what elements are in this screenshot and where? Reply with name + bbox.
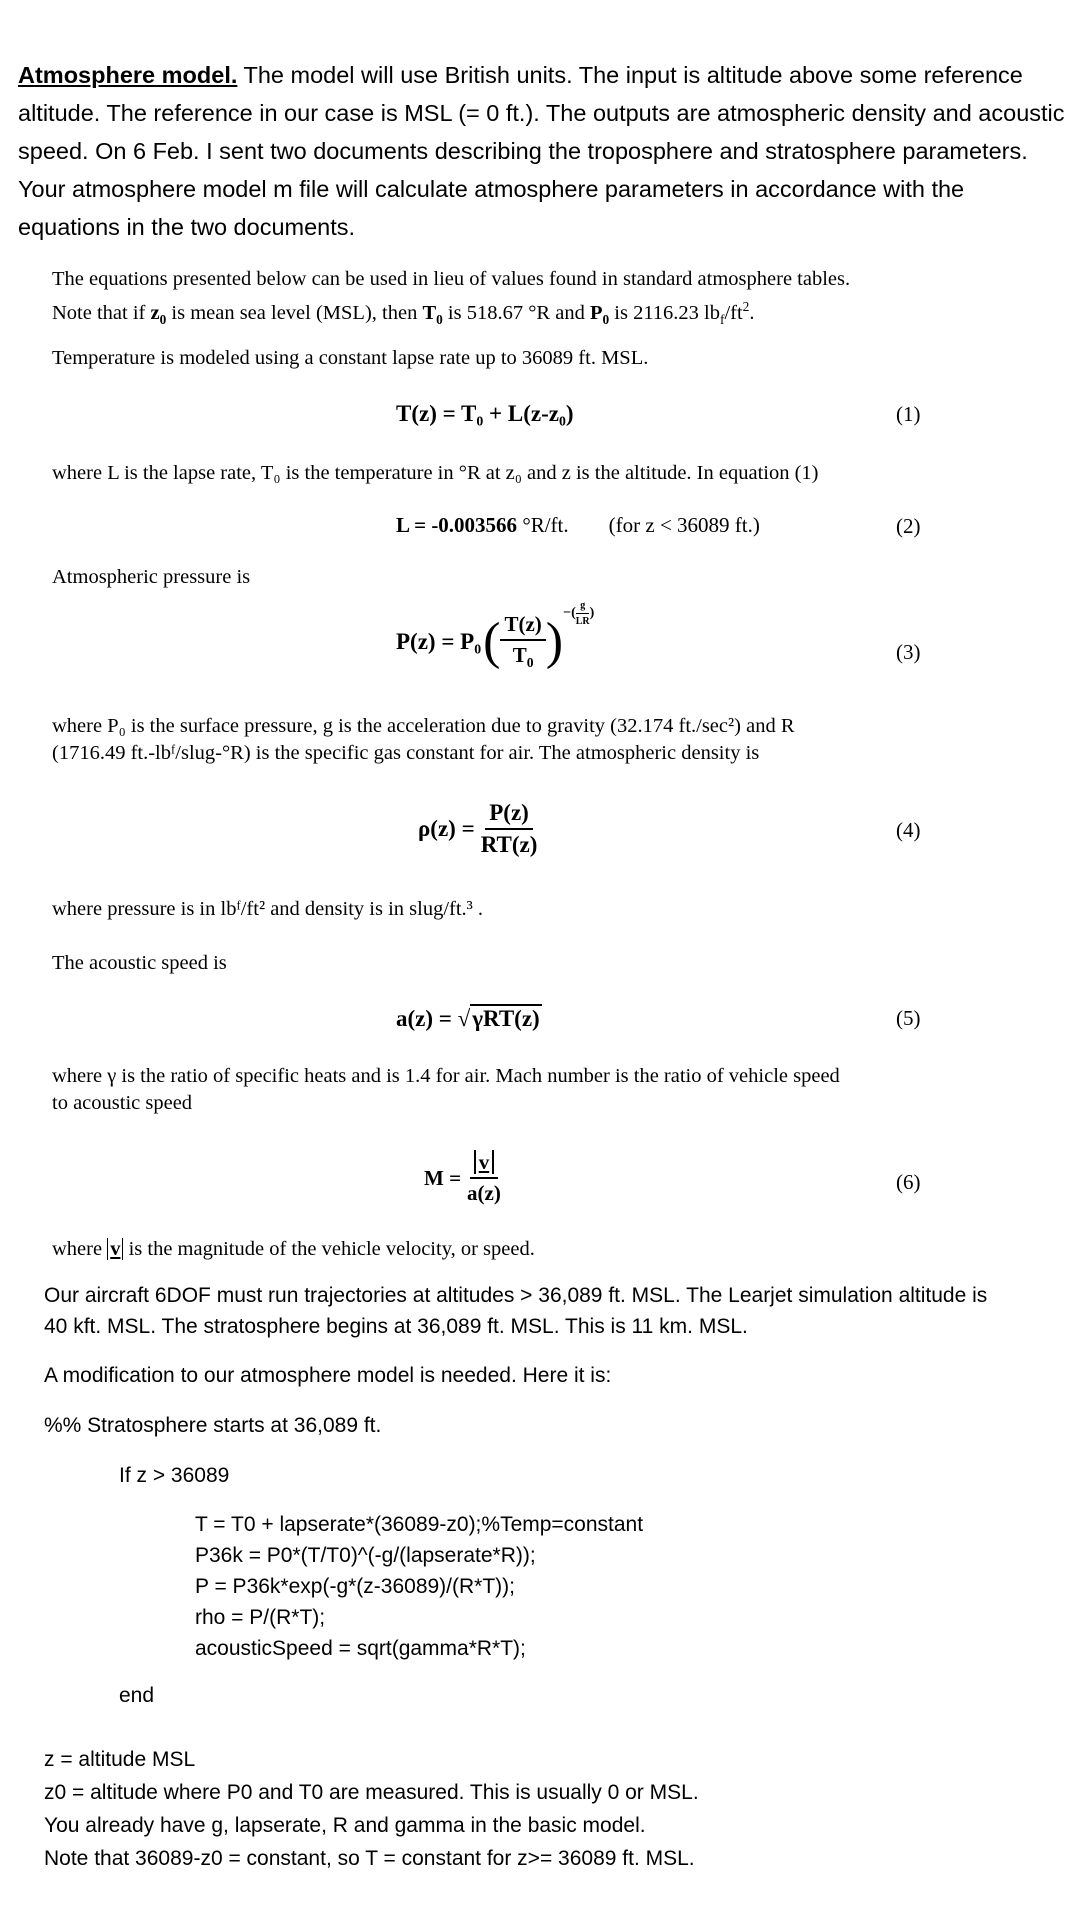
equation-3: P(z) = P₀ ( $\frac{T(z)}{T_0}$ ) −( $\frac{g}{LR}$ ) [396,600,595,671]
code-end-line: end [119,1684,155,1707]
doc-lapse-rate-text: where L is the lapse rate, T₀ is the temperature in °R at z₀ and z is the altitude. In equation (1) [52,462,819,484]
equation-5-number: (5) [896,1006,921,1030]
doc-pressure-description: where P₀ is the surface pressure, g is the acceleration due to gravity (32.174 ft./sec²) and R (1716.49 ft.-lbᶠ/slug-°R) is the specific gas constant for air. The atmospheric density is [52,715,795,764]
equation-1: T(z) = T₀ + L(z-z₀) [396,401,574,426]
intro-heading: Atmosphere model. [18,62,238,88]
doc-note-paragraph [52,266,1032,333]
doc-velocity-text: where v is the magnitude of the vehicle velocity, or speed. [52,1238,535,1260]
code-block: T = T0 + lapserate*(36089-z0);%Temp=constant P36k = P0*(T/T0)^(-g/(lapserate*R)); P = P36k*exp(-g*(z-36089)/(R*T)); rho = P/(R*T); acousticSpeed = sqrt(gamma*R*T); [195,1513,644,1660]
definitions-block [44,1743,699,1875]
doc-note-line-2: Note that if $z_0$ is mean sea level (MSL), then $T_0$ is 518.67 °R and $P_0$ is 2116.23 $lb_f/ft^2$. [52,299,755,327]
intro-paragraph [18,56,1068,246]
equation-4: ρ(z) = $\frac{P(z)}{RT(z)}$ [418,800,538,857]
doc-pressure-intro: Atmospheric pressure is [52,566,251,588]
definition-z: z = altitude MSL [44,1748,196,1771]
code-if-line: If z > 36089 [119,1464,230,1487]
doc-units-text: where pressure is in lbᶠ/ft² and density is in slug/ft.³ . [52,898,484,920]
equation-5: a(z) = √γRT(z) [396,1006,540,1031]
equation-6: M = $\frac{v}{a(z)}$ [424,1150,501,1205]
definition-z0: z0 = altitude where P0 and T0 are measured. This is usually 0 or MSL. [44,1781,699,1804]
stratosphere-note: Our aircraft 6DOF must run trajectories at altitudes > 36,089 ft. MSL. The Learjet simulation altitude is 40 kft. MSL. The stratosphere begins at 36,089 ft. MSL. This is 11 km. MSL. [44,1284,988,1338]
equation-3-number: (3) [896,640,921,664]
code-comment: %% Stratosphere starts at 36,089 ft. [44,1414,382,1437]
equation-2-number: (2) [896,514,921,538]
equation-2: L = -0.003566 °R/ft. (for z < 36089 ft.) [396,513,760,537]
doc-acoustic-intro: The acoustic speed is [52,952,227,974]
equation-1-number: (1) [896,402,921,426]
doc-temperature-intro: Temperature is modeled using a constant lapse rate up to 36089 ft. MSL. [52,347,649,369]
doc-mach-description: where γ is the ratio of specific heats and is 1.4 for air. Mach number is the ratio of vehicle speed to acoustic speed [52,1065,840,1114]
definition-constants: You already have g, lapserate, R and gamma in the basic model. [44,1814,646,1837]
doc-note-line-1: The equations presented below can be used in lieu of values found in standard atmosphere tables. [52,268,851,290]
equation-4-number: (4) [896,818,921,842]
modification-note: A modification to our atmosphere model is needed. Here it is: [44,1364,612,1387]
intro-text: The model will use British units. The input is altitude above some reference altitude. The reference in our case is MSL (= 0 ft.). The outputs are atmospheric density and acoustic speed. On 6 Feb. I sent two documents describing the troposphere and stratosphere parameters. Your atmosphere model m file will calculate atmosphere parameters in accordance with the equations in the two documents. [18,62,1065,240]
equation-6-number: (6) [896,1170,921,1194]
definition-constant-temperature: Note that 36089-z0 = constant, so T = constant for z>= 36089 ft. MSL. [44,1847,695,1870]
